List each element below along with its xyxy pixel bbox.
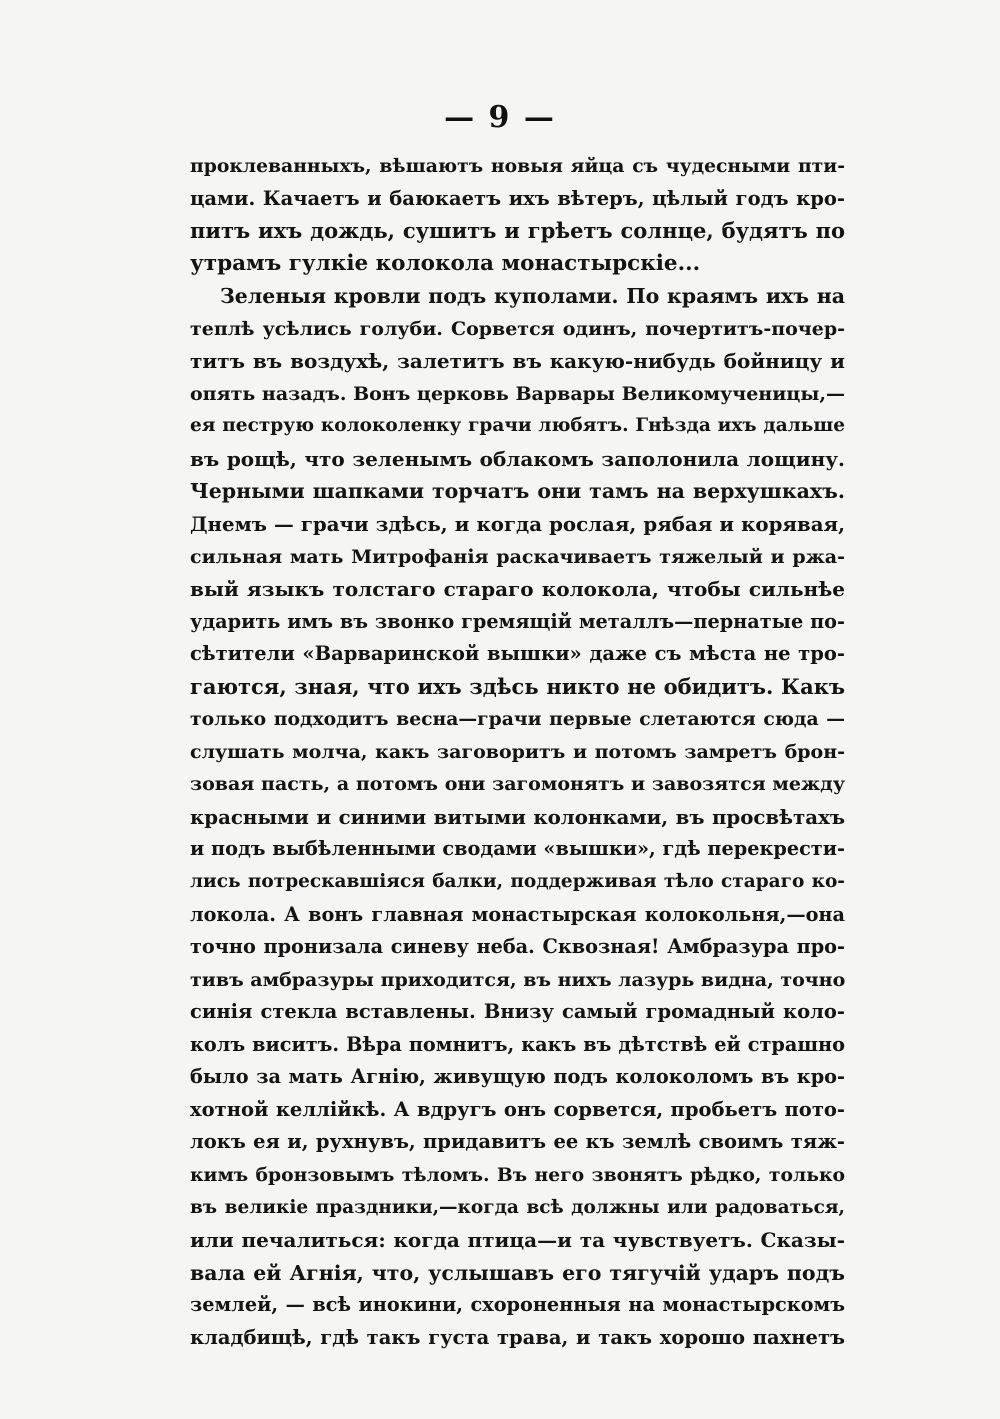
text-line: вый языкъ толстаго стараго колокола, чтобы сильнѣе	[190, 577, 845, 602]
text-line: утрамъ гулкіе колокола монастырскіе...	[190, 250, 701, 276]
text-line: ударить имъ въ звонко гремящій металлъ—пернатые по-	[190, 609, 845, 633]
text-line: Черными шапками торчатъ они тамъ на верхушкахъ.	[190, 479, 845, 504]
text-line: красными и синими витыми колонками, въ просвѣтахъ	[190, 804, 845, 829]
text-line: землей, — всѣ инокини, схороненныя на монастырскомъ	[190, 1293, 845, 1317]
text-line: теплѣ усѣлись голуби. Сорвется одинъ, почертитъ-почер-	[190, 317, 845, 340]
text-line: и подъ выбѣленными сводами «вышки», гдѣ перекрести-	[190, 837, 845, 861]
text-line: точно пронизала синеву неба. Сквозная! Амбразура про-	[190, 935, 845, 959]
text-line: Зеленыя кровли подъ куполами. По краямъ ихъ на	[220, 284, 845, 309]
text-line: цами. Качаетъ и баюкаетъ ихъ вѣтеръ, цѣлый годъ кро-	[190, 186, 845, 210]
body-text	[190, 150, 845, 1354]
text-line: вала ей Агнія, что, услышавъ его тягучій ударъ подъ	[190, 1260, 845, 1285]
text-line: зовая пасть, а потомъ они загомонятъ и завозятся между	[190, 773, 845, 796]
text-line: ея пеструю колоколенку грачи любятъ. Гнѣзда ихъ дальше	[190, 415, 845, 437]
text-line: локола. А вонъ главная монастырская колокольня,—она	[190, 902, 845, 926]
text-line: сѣтители «Варваринской вышки» даже съ мѣста не тро-	[190, 642, 845, 666]
text-line: въ великіе праздники,—когда всѣ должны или радоваться,	[190, 1196, 845, 1218]
text-line: кимъ бронзовымъ тѣломъ. Въ него звонятъ рѣдко, только	[190, 1163, 845, 1186]
text-line: титъ въ воздухѣ, залетитъ въ какую-нибудь бойницу и	[190, 349, 845, 374]
text-line: проклеванныхъ, вѣшаютъ новыя яйца съ чудесными пти-	[190, 155, 845, 177]
text-line: опять назадъ. Вонъ церковь Варвары Великомученицы,—	[190, 382, 845, 405]
text-line: питъ ихъ дождь, сушитъ и грѣетъ солнце, будятъ по	[190, 218, 845, 244]
text-line: въ рощѣ, что зеленымъ облакомъ заполонила лощину.	[190, 446, 845, 471]
text-line: Днемъ — грачи здѣсь, и когда рослая, рябая и корявая,	[190, 512, 845, 537]
text-line: колъ виситъ. Вѣра помнитъ, какъ въ дѣтствѣ ей страшно	[190, 1032, 845, 1056]
text-line: хотной келлійкѣ. А вдругъ онъ сорвется, пробьетъ пото-	[190, 1097, 845, 1121]
text-line: слушать молча, какъ заговоритъ и потомъ замретъ брон-	[190, 740, 845, 763]
text-line: кладбищѣ, гдѣ такъ густа трава, и такъ хорошо пахнетъ	[190, 1325, 845, 1349]
text-line: или печалиться: когда птица—и та чувствуетъ. Сказы-	[190, 1228, 845, 1253]
text-line: гаются, зная, что ихъ здѣсь никто не обидитъ. Какъ	[190, 673, 845, 699]
text-line: тивъ амбразуры приходится, въ нихъ лазурь видна, точно	[190, 968, 845, 991]
text-line: локъ ея и, рухнувъ, придавитъ ее къ землѣ своимъ тяж-	[190, 1130, 845, 1154]
text-line: сильная мать Митрофанія раскачиваетъ тяжелый и ржа-	[190, 545, 845, 568]
text-line: лись потрескавшіяся балки, поддерживая тѣло стараго ко-	[190, 871, 845, 893]
text-line: синія стекла вставлены. Внизу самый громадный коло-	[190, 1000, 845, 1024]
text-line: только подходитъ весна—грачи первые слетаются сюда —	[190, 708, 845, 731]
text-line: было за мать Агнію, живущую подъ колоколомъ въ кро-	[190, 1065, 845, 1089]
page-number: — 9 —	[444, 100, 556, 135]
